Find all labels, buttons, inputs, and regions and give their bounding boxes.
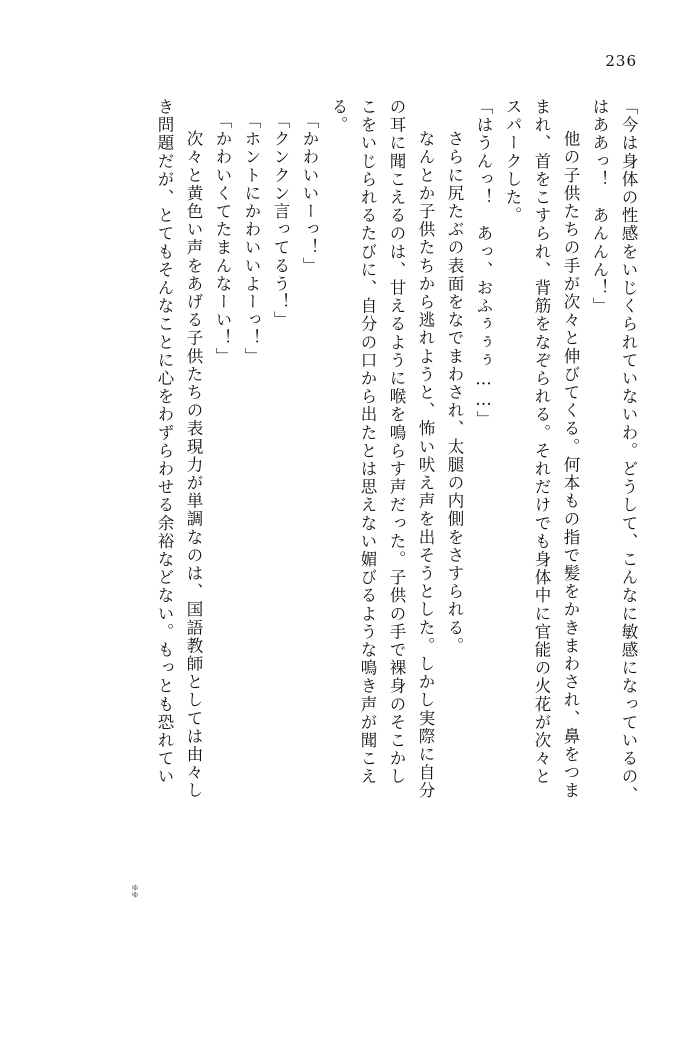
text-line: き問題だが、とてもそんなことに心をわずらわせる余裕などない。もっとも恐れてい <box>155 98 174 786</box>
text-line: 「はうんっ！ あっ、おふぅぅぅ……」 <box>474 98 493 429</box>
text-line: 「ホントにかわいいよーっ！」 <box>242 112 261 366</box>
text-line: まれ、首をこすられ、背筋をなぞられる。それだけでも身体中に官能の火花が次々と <box>532 98 551 786</box>
text-line: 「かわいくてたまんなーい！」 <box>213 112 232 366</box>
page-number: 236 <box>605 52 637 70</box>
text-line: 「今は身体の性感をいじくられていないわ。どうして、こんなに敏感になっているの、 <box>619 98 638 804</box>
text-line: 「クンクン言ってるう！」 <box>271 112 290 330</box>
text-line: さらに尻たぶの表面をなでまわされ、太腿の内側をさすられる。 <box>445 112 464 655</box>
text-line: る。 <box>329 98 348 135</box>
text-line: なんとか子供たちから逃れようと、怖い吠え声を出そうとした。しかし実際に自分 <box>416 112 435 800</box>
text-line-with-ruby: 次々と黄色い声をあげる子供たちの表現力が単調なのは、国語教師としては由々し <box>184 112 203 800</box>
text-line: の耳に聞こえるのは、甘えるように喉を鳴らす声だった。子供の手で裸身のそこかし <box>387 98 406 786</box>
text-line: こをいじられるたびに、自分の口から出たとは思えない媚びるような鳴き声が聞こえ <box>358 98 377 786</box>
text-line: 「かわいいーっ！」 <box>300 112 319 275</box>
text-line: はああっ！ あんんん！」 <box>590 98 609 316</box>
ruby-annotation: ゆゆ <box>131 884 139 898</box>
text-line: 他の子供たちの手が次々と伸びてくる。何本もの指で髪をかきまわされ、鼻をつま <box>561 112 580 800</box>
vertical-body-text <box>52 98 643 990</box>
text-line: スパークした。 <box>503 98 522 225</box>
